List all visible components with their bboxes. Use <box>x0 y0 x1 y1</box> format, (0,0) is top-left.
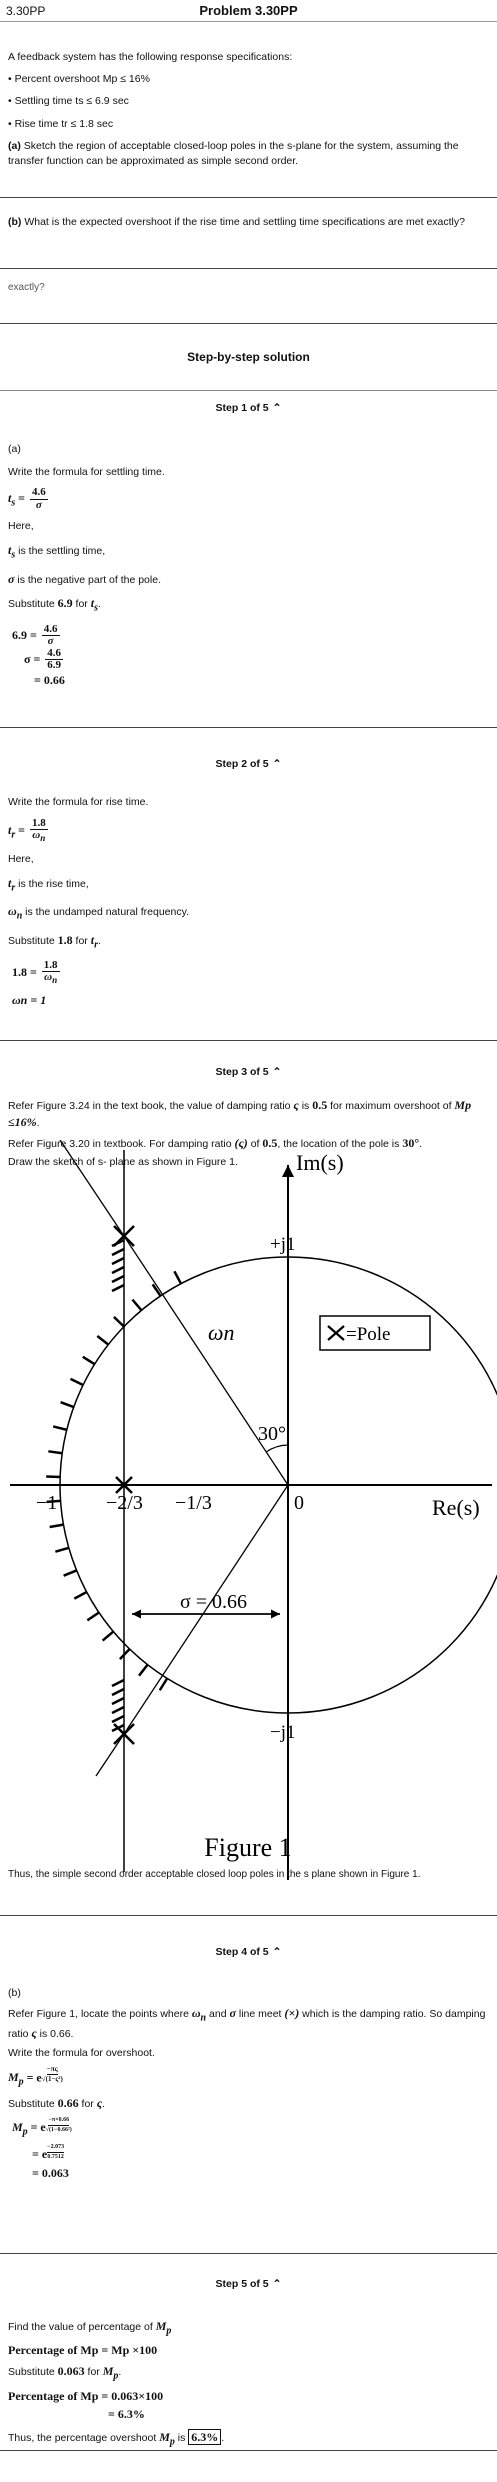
step-4-header[interactable] <box>0 1946 497 1958</box>
hatch-mark <box>64 1570 77 1575</box>
chevron-up-icon[interactable]: ⌃ <box>272 2278 282 2290</box>
hatch-mark <box>160 1678 167 1690</box>
legend-text: =Pole <box>346 1324 391 1345</box>
step-2-body <box>8 795 490 1009</box>
neg-j1-label: −j1 <box>270 1722 296 1743</box>
damping-line-lower-ext <box>96 1734 124 1776</box>
step-1-substitute: Substitute 6.9 for $t_s$. <box>8 596 101 614</box>
hatch-mark <box>61 1402 74 1407</box>
settling-formula: $t_s$ = $\frac{4.6}{\sigma}$ <box>8 486 46 511</box>
divider <box>0 2253 497 2254</box>
divider <box>0 268 497 269</box>
step-2-text: Write the formula for rise time. <box>8 796 149 808</box>
minus-one-third-label: −1/3 <box>175 1492 212 1514</box>
angle-arc <box>266 1445 288 1452</box>
step-4-result: = 0.063 <box>32 2165 69 2180</box>
step-2-here: Here, <box>8 853 34 866</box>
j1-label: +j1 <box>270 1234 296 1255</box>
question-part-b: (b) What is the expected overshoot if the rise time and settling time specifications are met exactly? <box>8 216 465 228</box>
s-plane-figure <box>0 1140 497 1880</box>
spec-overshoot: • Percent overshoot Mp ≤ 16% <box>8 73 150 86</box>
problem-code: 3.30PP <box>6 4 46 18</box>
step-2-substitute: Substitute 1.8 for $t_r$. <box>8 932 101 950</box>
minus-one-label: −1 <box>36 1492 58 1514</box>
hatch-mark <box>112 1680 124 1686</box>
step-5-formula: Percentage of Mp = Mp ×100 <box>8 2343 158 2358</box>
hatch-mark <box>87 1612 99 1620</box>
step-3-conclusion: Thus, the simple second order acceptable closed loop poles in the s plane shown in Figure 1. <box>8 1869 421 1880</box>
wn-label: ωn <box>208 1320 235 1345</box>
divider <box>0 1915 497 1916</box>
step-2-label: Step 2 of 5 <box>215 758 269 770</box>
step-4-body <box>8 1986 490 2182</box>
step-1-text: Write the formula for settling time. <box>8 465 165 478</box>
sigma-label: σ = 0.66 <box>180 1591 248 1613</box>
step-5-result: = 6.3% <box>108 2407 145 2422</box>
hatch-mark <box>112 1267 124 1273</box>
divider <box>0 1040 497 1041</box>
overshoot-formula: $M_p = e$ $^{\frac{-\pi\varsigma}{\text{√(1−ς²)}}}$ <box>8 2064 63 2088</box>
origin-label: 0 <box>294 1492 304 1514</box>
hatch-mark <box>112 1285 124 1291</box>
step-3-line-1: Refer Figure 3.24 in the text book, the value of damping ratio ς is 0.5 for maximum overshoot of Mp ≤16%. <box>8 1098 472 1129</box>
hatch-mark <box>112 1689 124 1695</box>
step-1-calc: 6.9 = $\frac{4.6}{\sigma}$ σ = $\frac{4.6}{6.9}$ = 0.66 <box>12 624 490 689</box>
re-label: Re(s) <box>432 1495 480 1520</box>
chevron-up-icon[interactable]: ⌃ <box>272 1946 282 1958</box>
hatch-mark <box>53 1426 67 1429</box>
hatch-mark <box>55 1548 68 1552</box>
step-3-line-2: Refer Figure 3.20 in textbook. For damping ratio (ς) of 0.5, the location of the pole is 30°. <box>8 1135 423 1150</box>
hatch-mark <box>112 1716 124 1722</box>
divider <box>0 390 497 391</box>
step-5-line-1: Find the value of percentage of $M_p$ <box>8 2319 172 2337</box>
step-1-label: Step 1 of 5 <box>215 402 269 414</box>
step-2-def-wn: $\omega_n$ is the undamped natural frequency. <box>8 904 189 922</box>
damping-line-upper-ext <box>60 1140 124 1236</box>
step-4-line-2: Write the formula for overshoot. <box>8 2046 155 2059</box>
hatch-mark <box>50 1525 64 1527</box>
step-1-part: (a) <box>8 443 21 455</box>
step-1-header[interactable] <box>0 402 497 414</box>
divider <box>0 323 497 324</box>
final-answer: 6.3% <box>188 2429 221 2445</box>
cutoff-text: exactly? <box>8 282 45 293</box>
hatch-mark <box>112 1258 124 1264</box>
step-5-conclusion: Thus, the percentage overshoot $M_p$ is 6.3% . <box>8 2430 225 2448</box>
rise-formula: $t_r$ = $\frac{1.8}{\omega_n}$ <box>8 816 46 844</box>
solution-title: Step-by-step solution <box>187 350 310 364</box>
spec-settling: • Settling time ts ≤ 6.9 sec <box>8 95 129 108</box>
step-5-label: Step 5 of 5 <box>215 2278 269 2290</box>
step-2-result: ωn = 1 <box>12 993 47 1008</box>
step-3-header[interactable] <box>0 1066 497 1078</box>
step-4-part: (b) <box>8 1987 21 1999</box>
step-2-calc: 1.8 = $\frac{1.8}{\omega_n}$ ωn = 1 <box>12 960 490 1009</box>
hatch-mark <box>114 1317 124 1327</box>
step-4-substitute: Substitute 0.66 for ς. <box>8 2096 105 2111</box>
step-1-result: = 0.66 <box>34 672 65 687</box>
divider <box>0 727 497 728</box>
hatch-mark <box>112 1249 124 1255</box>
hatch-mark <box>74 1592 86 1599</box>
chevron-up-icon[interactable]: ⌃ <box>272 1066 282 1078</box>
step-4-calc: $M_p = e$ $^{\frac{-\pi\times 0.66}{\text{√(1−0.66²)}}}$ = e $^{\frac{-2.073}{0.7512}}$ = 0.063 <box>12 2116 490 2182</box>
hatch-mark <box>112 1698 124 1704</box>
page-title: Problem 3.30PP <box>199 3 298 18</box>
figure-caption: Figure 1 <box>204 1833 292 1862</box>
step-1-here: Here, <box>8 520 34 533</box>
angle-label: 30° <box>258 1423 286 1445</box>
step-4-label: Step 4 of 5 <box>215 1946 269 1958</box>
hatch-mark <box>83 1357 95 1364</box>
step-5-body <box>8 2318 490 2458</box>
damping-line-upper <box>124 1236 288 1485</box>
top-bar <box>0 0 497 22</box>
question-intro: A feedback system has the following response specifications: <box>8 51 293 63</box>
question-part-a: (a) Sketch the region of acceptable closed-loop poles in the s-plane for the system, assuming the transfer function can be approximated as simple second order. <box>8 139 459 168</box>
im-label: Im(s) <box>296 1150 344 1175</box>
minus-two-thirds-label: −2/3 <box>106 1492 143 1514</box>
chevron-up-icon[interactable]: ⌃ <box>272 402 282 414</box>
step-5-header[interactable] <box>0 2278 497 2290</box>
hatch-mark <box>70 1379 83 1385</box>
step-5-calc: Percentage of Mp = 0.063×100 <box>8 2388 164 2403</box>
step-2-def-tr: $t_r$ is the rise time, <box>8 875 89 894</box>
hatch-mark <box>48 1451 62 1453</box>
hatch-mark <box>132 1300 141 1311</box>
legend-cross-icon <box>328 1326 344 1340</box>
step-3-line-3: Draw the sketch of s- plane as shown in Figure 1. <box>8 1156 238 1169</box>
step-1-body <box>8 442 490 689</box>
step-1-def-ts: $t_s$ is the settling time, <box>8 543 106 561</box>
hatch-mark <box>174 1271 181 1283</box>
hatch-mark <box>112 1707 124 1713</box>
hatch-mark <box>112 1276 124 1282</box>
step-3-label: Step 3 of 5 <box>215 1066 269 1078</box>
step-1-def-sigma: σ is the negative part of the pole. <box>8 571 161 586</box>
step-2-header[interactable] <box>0 758 497 770</box>
question-block <box>8 50 490 228</box>
divider <box>0 2450 497 2451</box>
hatch-mark <box>103 1632 114 1641</box>
step-5-substitute: Substitute 0.063 for $M_p$. <box>8 2364 122 2382</box>
chevron-up-icon[interactable]: ⌃ <box>272 758 282 770</box>
divider <box>0 197 497 198</box>
hatch-mark <box>97 1336 108 1345</box>
step-4-line-1: Refer Figure 1, locate the points where $\omega_n$ and σ line meet (×) which is the damping ratio. So damping ratio ς is 0.66. <box>8 2005 486 2041</box>
hatch-mark <box>120 1649 130 1659</box>
spec-rise: • Rise time tr ≤ 1.8 sec <box>8 117 114 130</box>
hatch-mark <box>139 1665 148 1676</box>
